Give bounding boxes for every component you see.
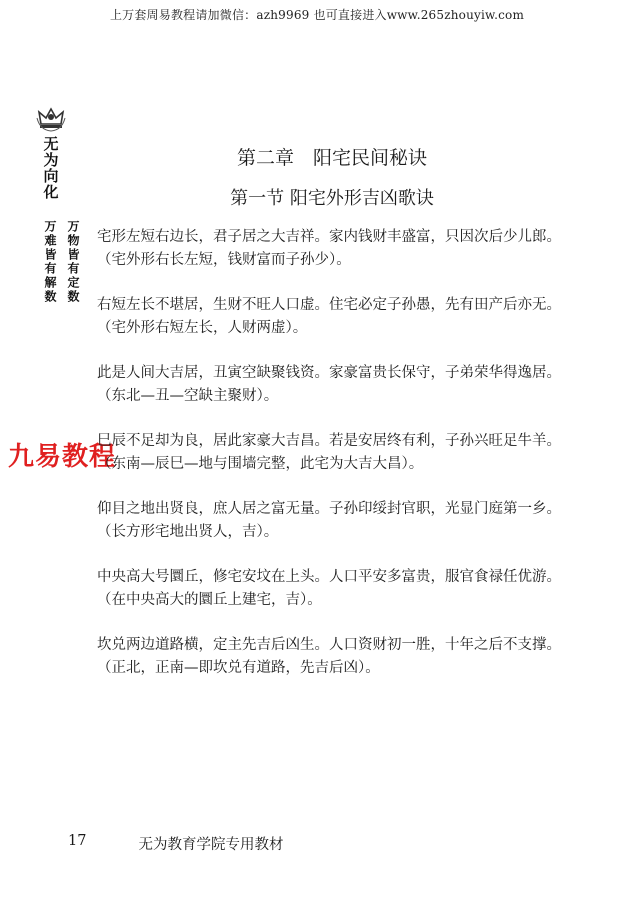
verse-note: （宅外形右长左短，钱财富而子孙少）。 xyxy=(97,252,351,268)
verse-note: （在中央高大的圜丘上建宅，吉）。 xyxy=(97,592,322,608)
verse-text: 此是人间大吉居，丑寅空缺聚钱资。家豪富贵长保守，子弟荣华得逸居。 xyxy=(97,365,561,381)
brand-name: 无为向化 xyxy=(41,136,60,200)
verse-note: （长方形宅地出贤人，吉）。 xyxy=(97,524,279,540)
footer-text: 无为教育学院专用教材 xyxy=(138,837,284,853)
verse-note: （东南—辰巳—地与围墙完整，此宅为大吉大昌）。 xyxy=(97,456,424,472)
verse-content xyxy=(68,226,568,702)
verse-note: （宅外形右短左长，人财两虚）。 xyxy=(97,320,308,336)
motto-first: 万物皆有定数 xyxy=(66,220,80,304)
verse-note: （正北，正南—即坎兑有道路，先吉后凶）。 xyxy=(97,660,380,676)
verse-text: 仰目之地出贤良，庶人居之富无量。子孙印绥封官职，光显门庭第一乡。 xyxy=(97,501,561,517)
verse-text: 宅形左短右边长，君子居之大吉祥。家内钱财丰盛富，只因次后少儿郎。 xyxy=(97,229,561,245)
verse-text: 中央高大号圜丘，修宅安坟在上头。人口平安多富贵，服官食禄任优游。 xyxy=(97,569,561,585)
chapter-title: 第二章 阳宅民间秘诀 xyxy=(236,147,427,169)
verse-text: 坎兑两边道路横，定主先吉后凶生。人口资财初一胜，十年之后不支撑。 xyxy=(97,637,561,653)
verse-text: 巳辰不足却为良，居此家豪大吉昌。若是安居终有利，子孙兴旺足牛羊。 xyxy=(97,433,561,449)
verse-note: （东北—丑—空缺主聚财）。 xyxy=(97,388,279,404)
watermark-logo: 九易教程 xyxy=(8,442,117,472)
page-header: 上万套周易教程请加微信：azh9969 也可直接进入www.265zhouyiw.com xyxy=(109,8,525,22)
motto-second: 万难皆有解数 xyxy=(43,220,57,304)
page-footer xyxy=(68,833,283,854)
page-number: 17 xyxy=(68,833,87,849)
section-title: 第一节 阳宅外形吉凶歌诀 xyxy=(230,188,434,209)
crown-logo-icon xyxy=(36,104,66,132)
verse-text: 右短左长不堪居，生财不旺人口虚。住宅必定子孙愚，先有田产后亦无。 xyxy=(97,297,561,313)
